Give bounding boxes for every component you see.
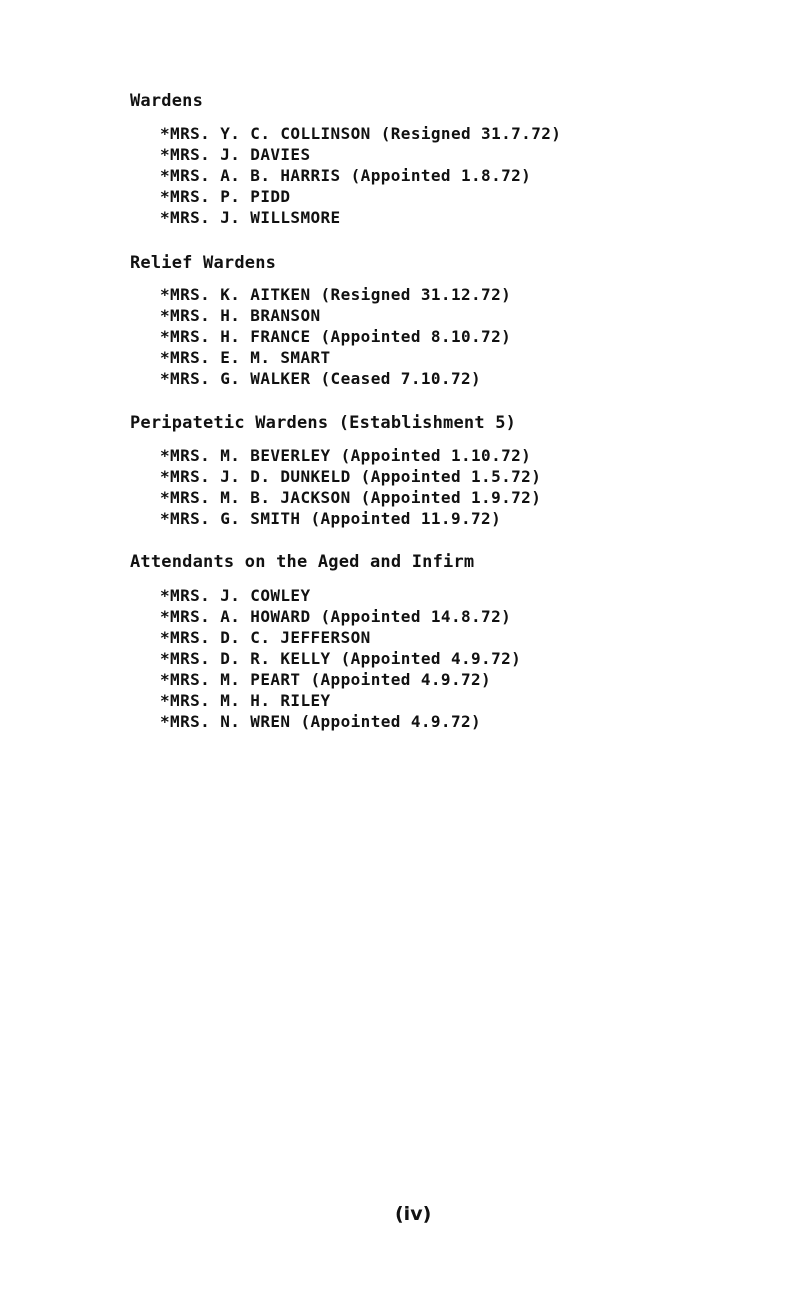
list-item: *MRS. J. D. DUNKELD (Appointed 1.5.72) — [160, 467, 542, 486]
list-item: *MRS. A. HOWARD (Appointed 14.8.72) — [160, 607, 512, 626]
list-item: *MRS. D. C. JEFFERSON — [160, 628, 371, 647]
list-item: *MRS. J. COWLEY — [160, 586, 311, 605]
section-heading: Attendants on the Aged and Infirm — [130, 552, 475, 572]
section-heading: Wardens — [130, 91, 204, 111]
list-item: *MRS. M. BEVERLEY (Appointed 1.10.72) — [160, 446, 532, 465]
list-item: *MRS. P. PIDD — [160, 187, 291, 206]
list-item: *MRS. G. WALKER (Ceased 7.10.72) — [160, 369, 482, 388]
list-item: *MRS. M. PEART (Appointed 4.9.72) — [160, 670, 492, 689]
list-item: *MRS. J. WILLSMORE — [160, 208, 341, 227]
list-item: *MRS. J. DAVIES — [160, 145, 311, 164]
list-item: *MRS. Y. C. COLLINSON (Resigned 31.7.72) — [160, 124, 562, 143]
list-item: *MRS. H. BRANSON — [160, 306, 321, 325]
section-heading: Relief Wardens — [130, 253, 277, 273]
page-number: (iv) — [395, 1203, 432, 1225]
list-item: *MRS. A. B. HARRIS (Appointed 1.8.72) — [160, 166, 532, 185]
section-heading: Peripatetic Wardens (Establishment 5) — [130, 413, 517, 433]
list-item: *MRS. K. AITKEN (Resigned 31.12.72) — [160, 285, 512, 304]
list-item: *MRS. H. FRANCE (Appointed 8.10.72) — [160, 327, 512, 346]
list-item: *MRS. N. WREN (Appointed 4.9.72) — [160, 712, 482, 731]
list-item: *MRS. M. H. RILEY — [160, 691, 331, 710]
list-item: *MRS. E. M. SMART — [160, 348, 331, 367]
list-item: *MRS. G. SMITH (Appointed 11.9.72) — [160, 509, 502, 528]
list-item: *MRS. D. R. KELLY (Appointed 4.9.72) — [160, 649, 522, 668]
list-item: *MRS. M. B. JACKSON (Appointed 1.9.72) — [160, 488, 542, 507]
